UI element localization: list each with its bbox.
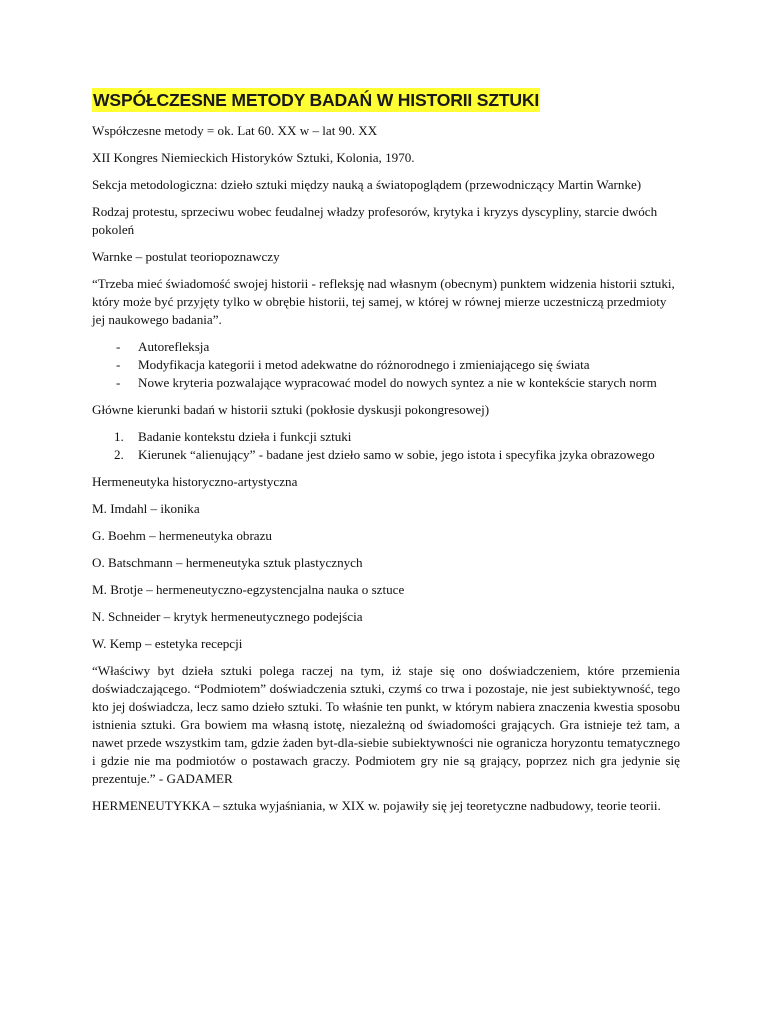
paragraph-kemp: W. Kemp – estetyka recepcji [92, 636, 243, 651]
document-title: WSPÓŁCZESNE METODY BADAŃ W HISTORII SZTUKI [93, 90, 540, 110]
list-number: 1. [114, 429, 124, 444]
dash-list [92, 338, 680, 392]
paragraph-boehm: G. Boehm – hermeneutyka obrazu [92, 528, 272, 543]
paragraph-brotje: M. Brotje – hermeneutyczno-egzystencjalna nauka o sztuce [92, 582, 405, 597]
paragraph-closing: HERMENEUTYKKA – sztuka wyjaśniania, w XIX w. pojawiły się jej teoretyczne nadbudowy, teorie teorii. [92, 798, 661, 813]
paragraph-warnke-quote: “Trzeba mieć świadomość swojej historii - refleksję nad własnym (obecnym) punktem widzenia historii sztuki, który może być przyjęty tylko w obrębie historii, tej samej, w której w równej mierze uczestniczą przedmioty jej naukowego badania”. [92, 276, 675, 327]
list-item [92, 428, 680, 446]
paragraph-protest: Rodzaj protestu, sprzeciwu wobec feudalnej władzy profesorów, krytyka i kryzys dyscypliny, starcie dwóch pokoleń [92, 204, 658, 237]
paragraph-warnke: Warnke – postulat teoriopoznawczy [92, 249, 280, 264]
list-item [92, 446, 680, 464]
paragraph-hermeneutics-heading: Hermeneutyka historyczno-artystyczna [92, 474, 298, 489]
list-item-text: Kierunek “alienujący” - badane jest dzieło samo w sobie, jego istota i specyfika jzyka obrazowego [138, 447, 655, 462]
paragraph-imdahl: M. Imdahl – ikonika [92, 501, 200, 516]
list-item: - Nowe kryteria pozwalające wypracować model do nowych syntez a nie w kontekście starych norm [92, 374, 680, 392]
list-number: 2. [114, 447, 124, 462]
document-page [92, 88, 680, 824]
list-item: - Autorefleksja [92, 338, 680, 356]
paragraph-kierunki: Główne kierunki badań w historii sztuki (pokłosie dyskusji pokongresowej) [92, 402, 490, 417]
paragraph-gadamer-quote: “Właściwy byt dzieła sztuki polega raczej na tym, iż staje się ono doświadczeniem, które przemienia doświadczającego. “Podmiotem” doświadczenia sztuki, czymś co trwa i pozostaje, nie jest subiektywność, tego kto jej doświadcza, lecz samo dzieło sztuki. To właśnie ten punkt, w którym nabiera znaczenia kwestia sposobu istnienia sztuki. Gra bowiem ma własną istotę, niezależną od świadomości grających. Gra istnieje też tam, a nawet przede wszystkim tam, gdzie żaden byt-dla-siebie subiektywności nie ogranicza horyzontu tematycznego i gdzie nie ma podmiotów o postawach graczy. Podmiotem gry nie są grający, poprzez nich gra jedynie się prezentuje.” - GADAMER [92, 663, 680, 786]
numbered-list [92, 428, 680, 464]
paragraph-batschmann: O. Batschmann – hermeneutyka sztuk plastycznych [92, 555, 363, 570]
list-item-text: Badanie kontekstu dzieła i funkcji sztuki [138, 429, 352, 444]
paragraph-period: Współczesne metody = ok. Lat 60. XX w – lat 90. XX [92, 123, 378, 138]
paragraph-congress: XII Kongres Niemieckich Historyków Sztuki, Kolonia, 1970. [92, 150, 415, 165]
list-item: - Modyfikacja kategorii i metod adekwatne do różnorodnego i zmieniającego się świata [92, 356, 680, 374]
paragraph-schneider: N. Schneider – krytyk hermeneutycznego podejścia [92, 609, 363, 624]
paragraph-section: Sekcja metodologiczna: dzieło sztuki między nauką a światopoglądem (przewodniczący Martin Warnke) [92, 177, 642, 192]
